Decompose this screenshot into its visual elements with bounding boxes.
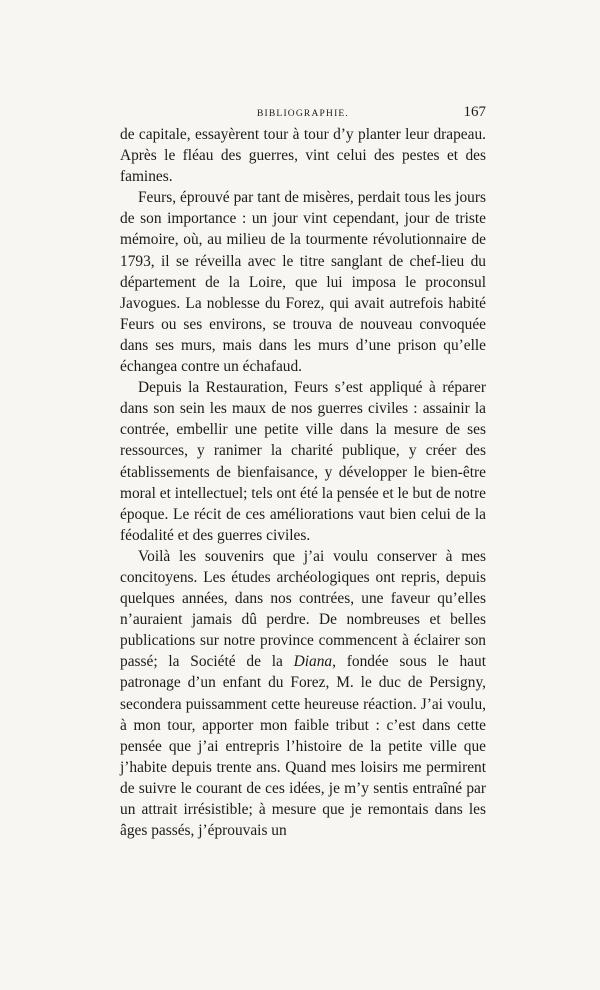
paragraph-feurs-revolution: Feurs, éprouvé par tant de misères, perdait tous les jours de son importance : un jour vint cependant, jour de triste mémoire, où, au milieu de la tourmente révolutionnaire de 1793, il se réveilla avec le titre sanglant de chef-lieu du département de la Loire, que lui imposa le proconsul Javogues. La noblesse du Forez, qui avait autrefois habité Feurs ou ses environs, se trouva de nouveau convoquée dans ses murs, mais dans les murs d’une prison qu’elle échangea contre un échafaud. <box>120 189 486 376</box>
paragraph-souvenirs <box>120 546 486 841</box>
running-head: BIBLIOGRAPHIE. <box>257 109 350 119</box>
diana-italic: Diana <box>293 653 333 671</box>
paragraph-souvenirs-part-1: Voilà les souvenirs que j’ai voulu conserver à mes concitoyens. Les études archéologiques ont repris, depuis quelques années, dans nos contrées, une faveur qu’elles n’auraient jamais dû perdre. De nombreuses et belles publications sur notre province commencent à éclairer son passé; la Société de la <box>120 547 486 671</box>
paragraph-souvenirs-part-2: , fondée sous le haut patronage d’un enfant du Forez, M. le duc de Persigny, secondera puissamment cette heureuse réaction. J’ai voulu, à mon tour, apporter mon faible tribut : c’est dans cette pensée que j’ai entrepris l’histoire de la petite ville que j’habite depuis trente ans. Quand mes loisirs me permirent de suivre le courant de ces idées, je m’y sentis entraîné par un attrait irrésistible; à mesure que je remontais dans les âges passés, j’éprouvais un <box>120 653 486 840</box>
paragraph-continuation: de capitale, essayèrent tour à tour d’y planter leur drapeau. Après le fléau des guerres, vint celui des pestes et des famines. <box>120 126 486 186</box>
body-text <box>120 124 486 841</box>
page-number: 167 <box>463 104 486 120</box>
paragraph-restauration: Depuis la Restauration, Feurs s’est appliqué à réparer dans son sein les maux de nos guerres civiles : assainir la contrée, embellir une petite ville dans la mesure de ses ressources, y ranimer la charité publique, y créer des établissements de bienfaisance, y développer le bien-être moral et intellectuel; tels ont été la pensée et le but de notre époque. Le récit de ces améliorations vaut bien celui de la féodalité et des guerres civiles. <box>120 379 486 544</box>
page-header <box>120 104 486 124</box>
